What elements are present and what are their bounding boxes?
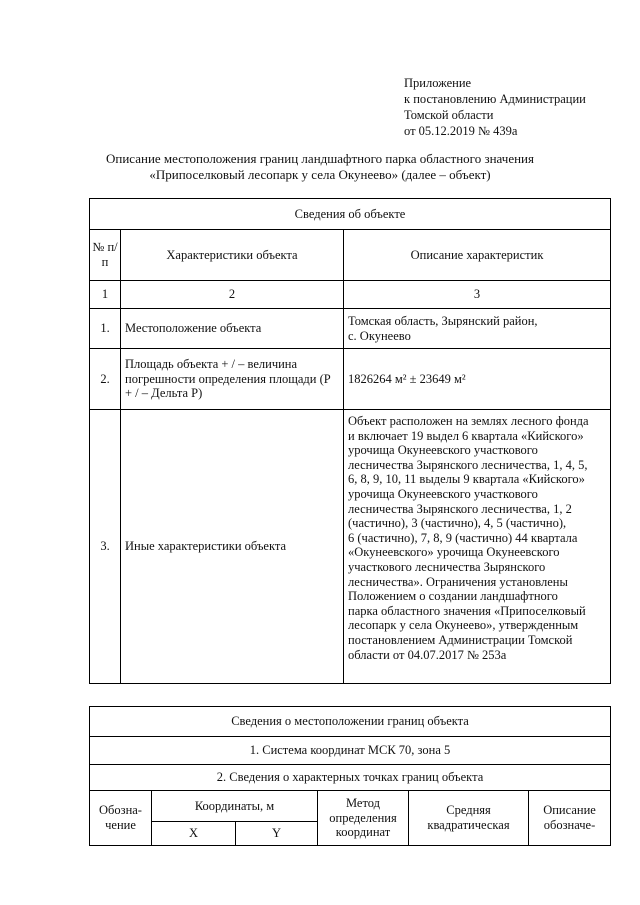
col-description-header: Описание обозначе- [529, 791, 611, 846]
table-row [90, 309, 611, 349]
characteristic-points-header: 2. Сведения о характерных точках границ объекта [90, 765, 611, 791]
coordinate-system: 1. Система координат МСК 70, зона 5 [90, 737, 611, 765]
description-line: постановлением Администрации Томской [348, 632, 573, 647]
row-name: Местоположение объекта [121, 309, 344, 349]
row-number: 3. [90, 410, 121, 684]
col-characteristic-header: Характеристики объекта [121, 230, 344, 281]
column-index: 3 [344, 281, 611, 309]
col-designation-header: Обозна- чение [90, 791, 152, 846]
row-number: 2. [90, 349, 121, 410]
description-line: лесничества Зырянского лесничества, 1, 2 [348, 501, 572, 516]
approval-line: Приложение [404, 76, 472, 90]
title-line: Описание местоположения границ ландшафтного парка областного значения [106, 151, 534, 166]
column-index: 1 [90, 281, 121, 309]
approval-line: Томской области [404, 108, 494, 122]
description-line: (частично), 3 (частично), 4, 5 (частично), [348, 516, 567, 531]
description-line: Положением о создании ландшафтного [348, 589, 558, 604]
table-row [90, 349, 611, 410]
description-line: лесничества Зырянского лесничества, 1, 4, 5, [348, 457, 588, 472]
description-line: лесничества». Ограничения установлены [348, 574, 568, 589]
row-description: 1826264 м² ± 23649 м² [344, 349, 611, 410]
description-line: 6, 8, 9, 10, 11 выделы 9 квартала «Кийского» [348, 472, 585, 487]
col-x-header: X [152, 822, 236, 846]
description-line: с. Окунеево [348, 328, 411, 343]
boundary-table-header: Сведения о местоположении границ объекта [90, 707, 611, 737]
approval-line: от 05.12.2019 № 439а [404, 124, 518, 138]
col-number-header: № п/п [90, 230, 121, 281]
document-title [20, 151, 620, 183]
col-error-header: Средняя квадратическая [409, 791, 529, 846]
description-line: парка областного значения «Припоселковый [348, 603, 586, 618]
boundary-info-table [89, 706, 611, 846]
description-line: урочища Окунеевского участкового [348, 486, 538, 501]
col-method-header: Метод определения координат [318, 791, 409, 846]
object-table-header: Сведения об объекте [90, 199, 611, 230]
object-info-table [89, 198, 611, 684]
row-description [344, 309, 611, 349]
row-number: 1. [90, 309, 121, 349]
description-line: 6 (частично), 7, 8, 9 (частично) 44 квартала [348, 530, 578, 545]
row-name: Иные характеристики объекта [121, 410, 344, 684]
description-line: лесопарк у села Окунеево», утвержденным [348, 618, 579, 633]
description-line: и включает 19 выдел 6 квартала «Кийского» [348, 428, 584, 443]
description-line: «Окунеевского» урочища Окунеевского [348, 545, 560, 560]
description-line: урочища Окунеевского участкового [348, 443, 538, 458]
approval-line: к постановлению Администрации [404, 92, 586, 106]
description-line: участкового лесничества Зырянского [348, 559, 546, 574]
description-line: Объект расположен на землях лесного фонда [348, 414, 589, 428]
column-index: 2 [121, 281, 344, 309]
col-y-header: Y [236, 822, 318, 846]
row-description [344, 410, 611, 684]
approval-block [404, 75, 634, 139]
col-description-header: Описание характеристик [344, 230, 611, 281]
table-row [90, 410, 611, 684]
description-line: области от 04.07.2017 № 253а [348, 647, 507, 662]
row-name: Площадь объекта + / – величина погрешности определения площади (P + / – Дельта P) [121, 349, 344, 410]
title-line: «Припоселковый лесопарк у села Окунеево» (далее – объект) [149, 167, 491, 182]
col-coordinates-header: Координаты, м [152, 791, 318, 822]
description-line: Томская область, Зырянский район, [348, 313, 538, 328]
